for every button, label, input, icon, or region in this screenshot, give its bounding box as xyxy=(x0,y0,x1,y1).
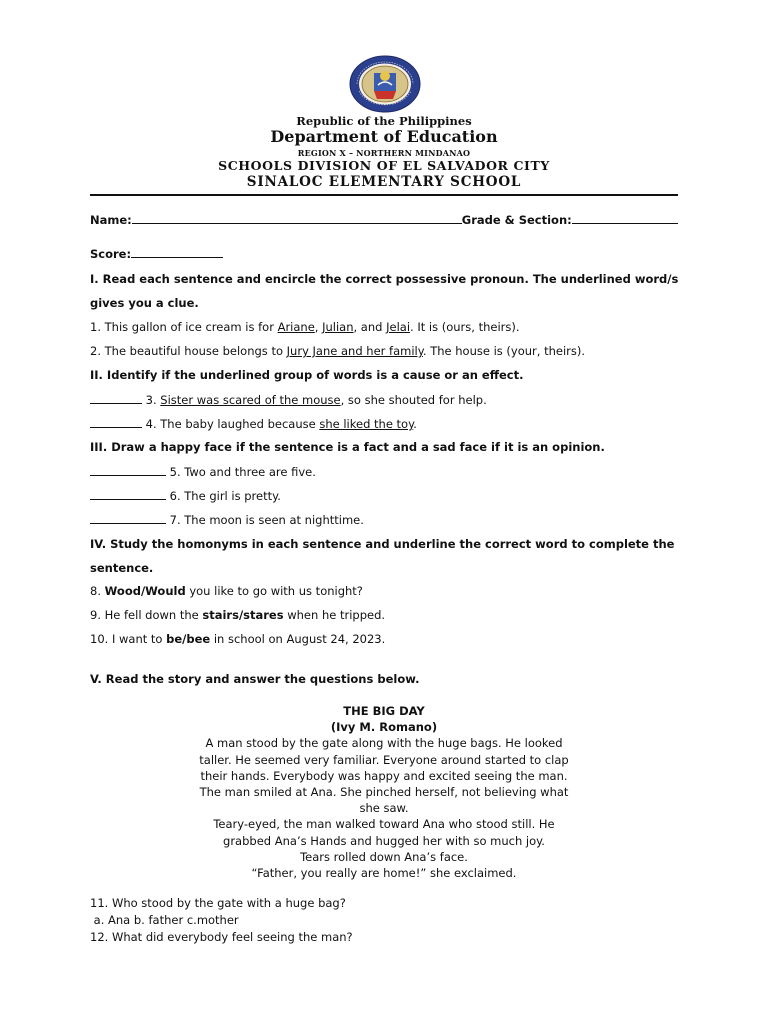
q3-text: , so she shouted for help. xyxy=(340,393,487,407)
story-block xyxy=(180,703,588,881)
question-12: 12. What did everybody feel seeing the man? xyxy=(90,930,353,944)
q7-text: 7. The moon is seen at nighttime. xyxy=(166,513,364,527)
q6-answer-blank[interactable] xyxy=(90,488,166,500)
score-field[interactable] xyxy=(131,246,223,258)
q4-answer-blank[interactable] xyxy=(90,416,142,428)
q5-answer-blank[interactable] xyxy=(90,464,166,476)
question-2 xyxy=(90,344,585,358)
q4-text: 4. The baby laughed because xyxy=(142,417,320,431)
q9-homonyms: stairs/stares xyxy=(202,608,284,622)
q1-comma: , xyxy=(314,320,323,334)
q2-clue: Jury Jane and her family xyxy=(286,344,423,358)
story-line: The man smiled at Ana. She pinched herself, not believing what xyxy=(199,785,569,800)
name-label: Name: xyxy=(90,213,132,227)
q3-number: 3. xyxy=(142,393,161,407)
republic-heading: Republic of the Philippines xyxy=(296,114,472,128)
q10-homonyms: be/bee xyxy=(166,632,211,646)
question-9 xyxy=(90,608,385,622)
deped-seal-logo xyxy=(349,55,421,113)
question-1 xyxy=(90,320,520,334)
department-heading: Department of Education xyxy=(270,127,498,146)
story-author: (Ivy M. Romano) xyxy=(330,720,438,735)
name-grade-row xyxy=(90,212,678,227)
score-label: Score: xyxy=(90,247,132,261)
q1-choices: . It is (ours, theirs). xyxy=(410,320,520,334)
story-title: THE BIG DAY xyxy=(343,704,425,718)
part2-instruction: II. Identify if the underlined group of words is a cause or an effect. xyxy=(90,368,524,382)
q8-text: you like to go with us tonight? xyxy=(185,584,363,598)
q1-clue-ariane: Ariane xyxy=(277,320,315,334)
story-line: she saw. xyxy=(359,801,409,816)
grade-section-label: Grade & Section: xyxy=(461,213,572,227)
q10-text: 10. I want to xyxy=(90,632,167,646)
header-divider xyxy=(90,194,678,196)
q1-text: 1. This gallon of ice cream is for xyxy=(90,320,278,334)
story-line: taller. He seemed very familiar. Everyone around started to clap xyxy=(199,752,569,767)
q5-text: 5. Two and three are five. xyxy=(166,465,316,479)
score-row xyxy=(90,246,223,261)
question-5 xyxy=(90,464,316,479)
q8-homonyms: Wood/Would xyxy=(104,584,186,598)
part1-instruction-line2: gives you a clue. xyxy=(90,296,199,310)
story-line: A man stood by the gate along with the huge bags. He looked xyxy=(205,736,563,751)
question-3 xyxy=(90,392,487,407)
story-line: grabbed Ana’s Hands and hugged her with so much joy. xyxy=(223,833,545,848)
question-10 xyxy=(90,632,385,646)
question-11: 11. Who stood by the gate with a huge bag? xyxy=(90,896,346,910)
q1-and: , and xyxy=(353,320,387,334)
story-line: Tears rolled down Ana’s face. xyxy=(300,849,468,864)
part3-instruction: III. Draw a happy face if the sentence is a fact and a sad face if it is an opinion. xyxy=(90,440,605,454)
question-8 xyxy=(90,584,363,598)
part1-instruction-line1: I. Read each sentence and encircle the correct possessive pronoun. The underlined word/s xyxy=(90,272,679,286)
question-7 xyxy=(90,512,364,527)
q4-underlined: she liked the toy xyxy=(319,417,414,431)
q3-underlined: Sister was scared of the mouse xyxy=(160,393,341,407)
q3-answer-blank[interactable] xyxy=(90,392,142,404)
region-heading: REGION X – NORTHERN MINDANAO xyxy=(297,148,471,158)
q10-text-end: in school on August 24, 2023. xyxy=(210,632,386,646)
q9-text: 9. He fell down the xyxy=(90,608,203,622)
name-field[interactable] xyxy=(132,212,462,224)
school-heading: SINALOC ELEMENTARY SCHOOL xyxy=(246,174,522,190)
grade-section-field[interactable] xyxy=(572,212,678,224)
question-6 xyxy=(90,488,281,503)
q2-text: 2. The beautiful house belongs to xyxy=(90,344,287,358)
story-line: their hands. Everybody was happy and excited seeing the man. xyxy=(200,768,568,783)
q8-number: 8. xyxy=(90,584,105,598)
story-line: “Father, you really are home!” she exclaimed. xyxy=(251,866,517,881)
story-line: Teary-eyed, the man walked toward Ana who stood still. He xyxy=(213,817,555,832)
division-heading: SCHOOLS DIVISION OF EL SALVADOR CITY xyxy=(218,158,550,173)
question-11-choices: a. Ana b. father c.mother xyxy=(90,913,239,927)
part4-instruction-line1: IV. Study the homonyms in each sentence and underline the correct word to complete the xyxy=(90,537,675,551)
q2-choices: . The house is (your, theirs). xyxy=(422,344,586,358)
question-4 xyxy=(90,416,417,431)
q1-clue-julian: Julian xyxy=(322,320,354,334)
q4-period: . xyxy=(413,417,417,431)
q1-clue-jelai: Jelai xyxy=(386,320,411,334)
part4-instruction-line2: sentence. xyxy=(90,561,154,575)
q9-text-end: when he tripped. xyxy=(283,608,386,622)
q7-answer-blank[interactable] xyxy=(90,512,166,524)
q6-text: 6. The girl is pretty. xyxy=(166,489,281,503)
part5-instruction: V. Read the story and answer the questions below. xyxy=(90,672,420,686)
